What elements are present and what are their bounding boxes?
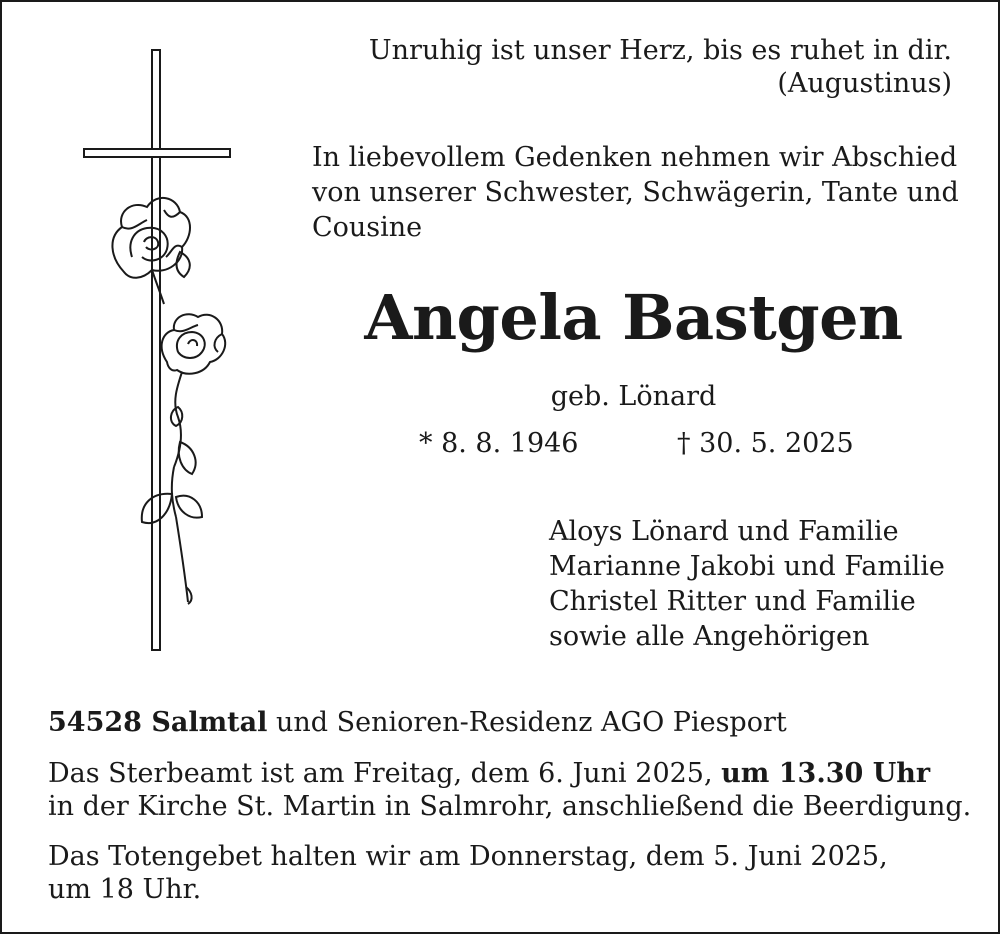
- place-rest: und Senioren-Residenz AGO Piesport: [267, 707, 787, 738]
- funeral-text: Das Sterbeamt ist am Freitag, dem 6. Juni 2025,: [48, 758, 722, 789]
- intro-text: [312, 140, 959, 245]
- mourners-list: [549, 514, 945, 654]
- prayer-line: Das Totengebet halten wir am Donnerstag, dem 5. Juni 2025,: [48, 841, 888, 872]
- intro-line: von unserer Schwester, Schwägerin, Tante und: [312, 177, 959, 208]
- birth-date: * 8. 8. 1946: [419, 428, 579, 459]
- prayer-info: [48, 840, 888, 906]
- mourner-entry: Christel Ritter und Familie: [549, 586, 916, 617]
- mourner-entry: Aloys Lönard und Familie: [549, 516, 899, 547]
- place-bold: 54528 Salmtal: [48, 707, 268, 738]
- maiden-name: geb. Lönard: [550, 381, 717, 412]
- mourner-entry: Marianne Jakobi und Familie: [549, 551, 945, 582]
- funeral-time: um 13.30 Uhr: [721, 758, 931, 789]
- intro-line: In liebevollem Gedenken nehmen wir Abschied: [312, 142, 958, 173]
- quote-author: (Augustinus): [777, 68, 952, 99]
- funeral-info: [48, 757, 971, 823]
- quote-block: [369, 34, 952, 100]
- death-date: † 30. 5. 2025: [677, 428, 854, 459]
- intro-line: Cousine: [312, 212, 423, 243]
- prayer-line: um 18 Uhr.: [48, 874, 202, 905]
- quote-text: Unruhig ist unser Herz, bis es ruhet in dir.: [368, 35, 952, 66]
- mourner-entry: sowie alle Angehörigen: [549, 621, 870, 652]
- place-line: [48, 705, 787, 741]
- deceased-name: Angela Bastgen: [364, 281, 903, 354]
- funeral-location: in der Kirche St. Martin in Salmrohr, anschließend die Beerdigung.: [48, 791, 972, 822]
